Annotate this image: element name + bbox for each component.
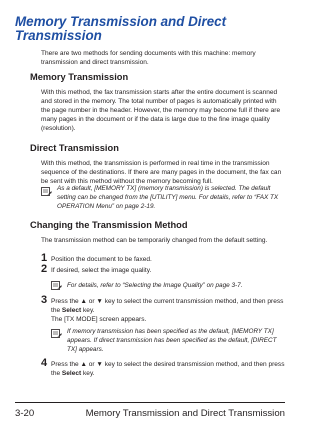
step-2-note: For details, refer to “Selecting the Image Quality” on page 3-7. (67, 282, 243, 289)
footer-chapter-title: Memory Transmission and Direct Transmission (85, 408, 285, 419)
note-icon (51, 329, 62, 338)
step-3-number: 3 (41, 294, 48, 306)
step-3-result: The [TX MODE] screen appears. (51, 316, 147, 324)
memory-heading: Memory Transmission (30, 72, 129, 82)
direct-note: As a default, [MEMORY TX] (memory transmission) is selected. The default setting can be changed from the [UTILITY] menu. For details, refer to “FAX TX OPERATION Menu” on page 2-19. (57, 185, 279, 210)
step-4-number: 4 (41, 357, 48, 369)
step-4-post: key. (81, 370, 95, 378)
page-number: 3-20 (15, 408, 35, 419)
step-1-text: Position the document to be faxed. (51, 256, 152, 263)
step-3-text (51, 297, 285, 324)
changing-paragraph: The transmission method can be temporarily changed from the default setting. (41, 237, 268, 244)
changing-heading: Changing the Transmission Method (30, 220, 188, 230)
step-3-note: If memory transmission has been specified as the default, [MEMORY TX] appears. If direct transmission has been specified as the default, [DIRECT TX] appears. (67, 328, 277, 353)
note-icon (41, 187, 52, 196)
direct-heading: Direct Transmission (30, 143, 119, 153)
note-icon (51, 281, 62, 290)
step-2-text: If desired, select the image quality. (51, 267, 152, 274)
step-3-pre: Press the ▲ or ▼ key to select the current transmission method, and then press the (51, 298, 284, 315)
step-3-post: key. (81, 307, 95, 315)
select-key-label: Select (61, 307, 82, 315)
step-4-text (51, 360, 285, 378)
intro-paragraph: There are two methods for sending documents with this machine: memory transmission and direct transmission. (41, 50, 256, 67)
step-2-number: 2 (41, 263, 48, 275)
select-key-label: Select (61, 370, 82, 378)
page-title: Memory Transmission and Direct Transmission (15, 14, 227, 43)
footer-divider (15, 402, 285, 403)
step-1-number: 1 (41, 252, 48, 264)
direct-paragraph: With this method, the transmission is performed in real time in the transmission sequence of the destinations. If there are many pages in the document, the fax can be sent with this method without the memory becoming full. (41, 160, 282, 186)
memory-paragraph: With this method, the fax transmission starts after the entire document is scanned and stored in the memory. The total number of pages is automatically printed with the page number in the header. However, the memory may become full if there are many pages in the document or if the data is large due to the fine image quality (resolution). (41, 89, 281, 133)
step-4-pre: Press the ▲ or ▼ key to select the desired transmission method, and then press the (51, 361, 285, 378)
